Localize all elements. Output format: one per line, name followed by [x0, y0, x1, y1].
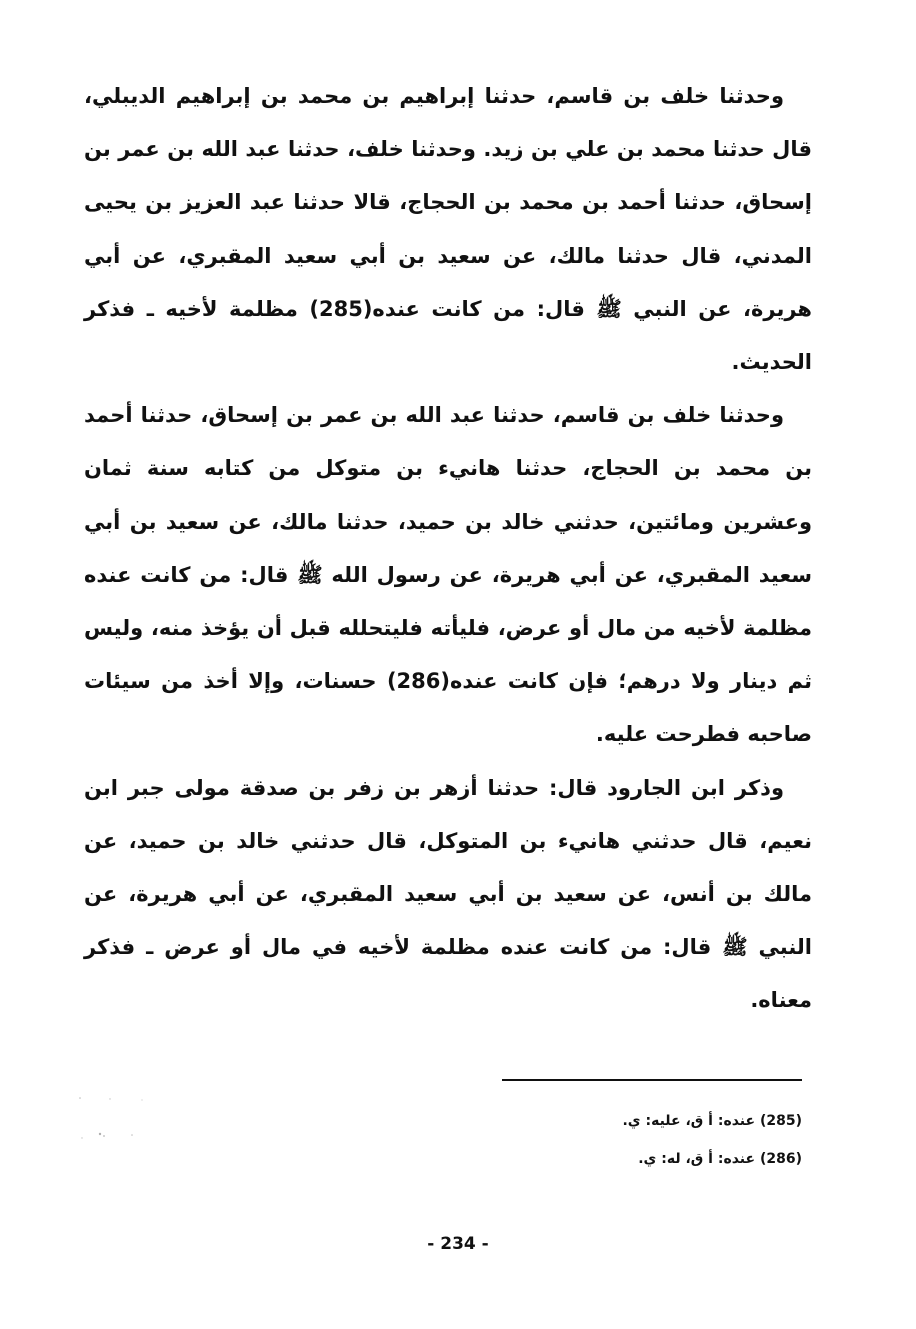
page-number: - 234 - [427, 1234, 489, 1254]
main-text [84, 70, 812, 1028]
footnote-285: (285) عنده: أ ق، عليه: ي. [622, 1113, 802, 1129]
paragraph-2: وحدثنا خلف بن قاسم، حدثنا عبد الله بن عمر بن إسحاق، حدثنا أحمد بن محمد بن الحجاج، حدثنا هانيء بن متوكل من كتابه سنة ثمان وعشرين ومائتين، حدثني خالد بن حميد، حدثنا مالك، عن سعيد بن أبي سعيد المقبري، عن أبي هريرة، عن رسول الله ﷺ قال: من كانت عنده مظلمة لأخيه من مال أو عرض، فليأته فليتحلله قبل أن يؤخذ منه، وليس ثم دينار ولا درهم؛ فإن كانت عنده(286) حسنات، وإلا أخذ من سيئات صاحبه فطرحت عليه. [84, 403, 812, 747]
paragraph-1: وحدثنا خلف بن قاسم، حدثنا إبراهيم بن محمد بن إبراهيم الديبلي، قال حدثنا محمد بن علي بن زيد. وحدثنا خلف، حدثنا عبد الله بن عمر بن إسحاق، حدثنا أحمد بن محمد بن الحجاج، قالا حدثنا عبد العزيز بن يحيى المدني، قال حدثنا مالك، عن سعيد بن أبي سعيد المقبري، عن أبي هريرة، عن النبي ﷺ قال: من كانت عنده(285) مظلمة لأخيه ـ فذكر الحديث. [84, 84, 812, 375]
footnotes [502, 1102, 802, 1178]
footnote-286: (286) عنده: أ ق، له: ي. [638, 1151, 802, 1167]
scan-specks [70, 1090, 190, 1150]
footnote-separator [502, 1079, 802, 1081]
paragraph-3: وذكر ابن الجارود قال: حدثنا أزهر بن زفر بن صدقة مولى جبر ابن نعيم، قال حدثني هانيء بن المتوكل، قال حدثني خالد بن حميد، عن مالك بن أنس، عن سعيد بن أبي سعيد المقبري، عن أبي هريرة، عن النبي ﷺ قال: من كانت عنده مظلمة لأخيه في مال أو عرض ـ فذكر معناه. [84, 775, 812, 1013]
